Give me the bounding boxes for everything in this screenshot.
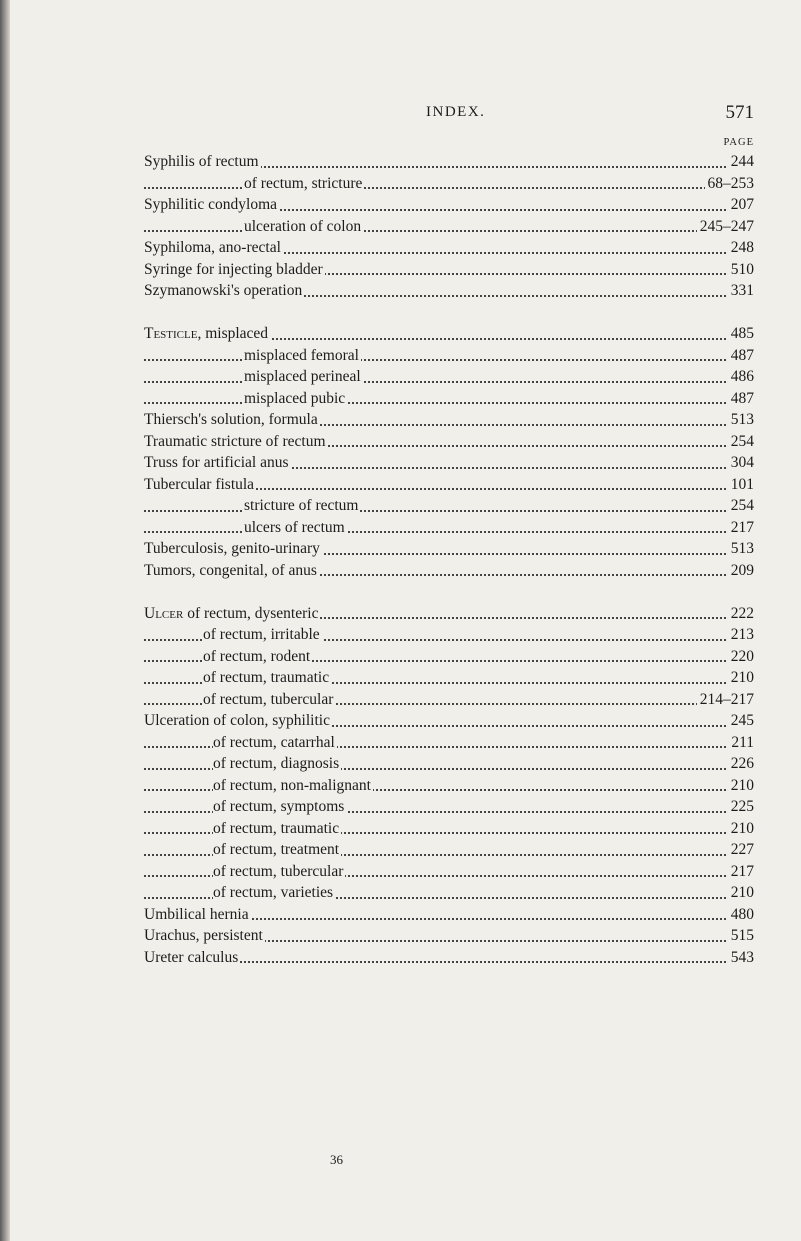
entry-text: of rectum, irritable xyxy=(203,626,320,643)
entry-term xyxy=(144,927,265,944)
index-entry xyxy=(144,474,754,496)
entry-page-ref: 248 xyxy=(728,237,754,259)
index-entry xyxy=(144,904,754,926)
entry-page-ref: 214–217 xyxy=(697,689,754,711)
entry-page-ref: 487 xyxy=(728,388,754,410)
entry-page-ref: 245–247 xyxy=(697,216,754,238)
entry-text: Ureter calculus xyxy=(144,948,239,966)
entry-text: of rectum, tubercular xyxy=(203,690,334,708)
index-entry xyxy=(144,839,754,861)
entry-term xyxy=(244,497,360,514)
entry-page-ref: 515 xyxy=(728,925,754,947)
entry-page-ref: 486 xyxy=(728,366,754,388)
index-entry xyxy=(144,409,754,431)
entry-term xyxy=(144,153,261,170)
index-entry xyxy=(144,216,754,238)
index-entry xyxy=(144,345,754,367)
entry-term xyxy=(213,798,346,815)
index-entry xyxy=(144,667,754,689)
entry-term xyxy=(244,519,347,536)
index-entry xyxy=(144,732,754,754)
entry-term xyxy=(213,841,341,858)
entry-text: of rectum, symptoms xyxy=(213,798,345,815)
entry-term xyxy=(213,755,341,772)
entry-heading-word: Ulcer xyxy=(144,604,184,622)
index-entry xyxy=(144,560,754,582)
entry-page-ref: 210 xyxy=(728,775,754,797)
entry-page-ref: 211 xyxy=(728,732,754,754)
entry-page-ref: 210 xyxy=(728,667,754,689)
entry-text: misplaced xyxy=(201,325,269,342)
entry-text: Syphiloma, ano-rectal xyxy=(144,239,281,256)
index-entry xyxy=(144,753,754,775)
entry-term xyxy=(144,196,279,213)
entry-term xyxy=(244,218,363,235)
entry-term xyxy=(203,626,322,643)
book-spine-shadow xyxy=(0,0,10,1241)
entry-page-ref: 254 xyxy=(728,431,754,453)
entry-heading-word: Testicle, xyxy=(144,325,202,342)
entry-term xyxy=(203,691,335,708)
dot-leader xyxy=(144,230,754,232)
index-entry xyxy=(144,925,754,947)
entry-page-ref: 254 xyxy=(728,495,754,517)
entry-term xyxy=(144,325,270,342)
entry-page-ref: 225 xyxy=(728,796,754,818)
running-head xyxy=(144,104,754,124)
index-entry xyxy=(144,538,754,560)
entry-text: Tuberculosis, genito-urinary xyxy=(144,540,320,557)
entry-text: Syphilitic condyloma xyxy=(144,196,278,213)
entry-text: misplaced femoral xyxy=(244,346,359,364)
entry-page-ref: 304 xyxy=(728,452,754,474)
entry-page-ref: 485 xyxy=(728,323,754,345)
entry-page-ref: 480 xyxy=(728,904,754,926)
entry-term xyxy=(144,562,319,579)
entry-text: ulceration of colon xyxy=(244,217,362,235)
entry-page-ref: 331 xyxy=(728,280,754,302)
entry-page-ref: 210 xyxy=(728,818,754,840)
entry-term xyxy=(144,476,256,493)
running-title: INDEX. xyxy=(426,104,486,120)
entry-text: of rectum, dysenteric xyxy=(183,604,319,622)
entry-text: of rectum, tubercular xyxy=(213,862,344,880)
entry-page-ref: 543 xyxy=(728,947,754,969)
entry-page-ref: 207 xyxy=(728,194,754,216)
entry-text: misplaced pubic xyxy=(244,389,346,407)
index-entry xyxy=(144,689,754,711)
entry-term xyxy=(213,820,341,837)
entry-page-ref: 217 xyxy=(728,517,754,539)
index-entry xyxy=(144,882,754,904)
dot-leader xyxy=(144,359,754,361)
index-entry xyxy=(144,818,754,840)
index-entry xyxy=(144,710,754,732)
entry-text: of rectum, catarrhal xyxy=(213,733,335,751)
entry-page-ref: 487 xyxy=(728,345,754,367)
entry-page-ref: 68–253 xyxy=(705,173,755,195)
entry-text: misplaced perineal xyxy=(244,368,361,385)
entry-text: Truss for artificial anus xyxy=(144,454,289,471)
dot-leader xyxy=(144,531,754,533)
entry-text: of rectum, non-malignant xyxy=(213,776,371,794)
index-entry xyxy=(144,775,754,797)
entry-term xyxy=(213,777,373,794)
entry-text: of rectum, rodent xyxy=(203,647,311,665)
index-entry xyxy=(144,861,754,883)
entry-term xyxy=(244,347,361,364)
entry-text: Traumatic stricture of rectum xyxy=(144,432,326,450)
entry-text: Umbilical hernia xyxy=(144,905,249,923)
entry-page-ref: 226 xyxy=(728,753,754,775)
entry-term xyxy=(144,712,332,729)
entry-term xyxy=(213,734,337,751)
entry-page-ref: 101 xyxy=(728,474,754,496)
entry-text: of rectum, diagnosis xyxy=(213,755,340,772)
entry-page-ref: 510 xyxy=(728,259,754,281)
index-entry xyxy=(144,624,754,646)
dot-leader xyxy=(144,510,754,512)
index-entry xyxy=(144,431,754,453)
index-entry xyxy=(144,280,754,302)
entry-text: of rectum, traumatic xyxy=(213,819,340,837)
entry-page-ref: 227 xyxy=(728,839,754,861)
entry-page-ref: 244 xyxy=(728,151,754,173)
entry-term xyxy=(144,261,325,278)
entry-text: of rectum, traumatic xyxy=(203,669,330,686)
entry-term xyxy=(213,863,345,880)
entry-term xyxy=(144,906,251,923)
entry-term xyxy=(244,390,347,407)
entry-page-ref: 245 xyxy=(728,710,754,732)
index-entry xyxy=(144,259,754,281)
entry-term xyxy=(244,175,364,192)
entry-term xyxy=(144,454,291,471)
index-entry xyxy=(144,194,754,216)
entry-page-ref: 217 xyxy=(728,861,754,883)
entry-term xyxy=(144,540,322,557)
index-entry xyxy=(144,151,754,173)
entry-term xyxy=(144,949,240,966)
index-entry xyxy=(144,603,754,625)
index-entry xyxy=(144,237,754,259)
entry-text: stricture of rectum xyxy=(244,497,359,514)
entry-text: Thiersch's solution, formula xyxy=(144,411,318,428)
index-entry xyxy=(144,947,754,969)
index-entry xyxy=(144,796,754,818)
index-entry xyxy=(144,323,754,345)
index-entry xyxy=(144,495,754,517)
entry-text: Urachus, persistent xyxy=(144,927,263,944)
entry-text: Syringe for injecting bladder xyxy=(144,260,323,278)
entry-term xyxy=(144,239,283,256)
dot-leader xyxy=(144,187,754,189)
dot-leader xyxy=(144,381,754,383)
index-entry xyxy=(144,388,754,410)
entry-term xyxy=(144,433,328,450)
entry-page-ref: 513 xyxy=(728,538,754,560)
entry-term xyxy=(144,411,320,428)
dot-leader xyxy=(144,402,754,404)
entry-page-ref: 513 xyxy=(728,409,754,431)
entry-term xyxy=(213,884,335,901)
page-column-label: PAGE xyxy=(723,137,754,148)
entry-page-ref: 210 xyxy=(728,882,754,904)
entry-text: Tumors, congenital, of anus xyxy=(144,561,317,579)
entry-page-ref: 222 xyxy=(728,603,754,625)
index-entry xyxy=(144,452,754,474)
entry-text: of rectum, treatment xyxy=(213,841,340,858)
entry-term xyxy=(144,605,320,622)
index-entry xyxy=(144,646,754,668)
entry-text: of rectum, varieties xyxy=(213,884,334,901)
entry-text: ulcers of rectum xyxy=(244,518,345,536)
index-entries xyxy=(144,151,754,968)
entry-page-ref: 220 xyxy=(728,646,754,668)
page-number: 571 xyxy=(725,102,754,123)
entry-text: Tubercular fistula xyxy=(144,475,255,493)
entry-page-ref: 209 xyxy=(728,560,754,582)
entry-term xyxy=(144,282,304,299)
entry-term xyxy=(203,669,331,686)
entry-term xyxy=(244,368,363,385)
entry-term xyxy=(203,648,312,665)
index-entry xyxy=(144,517,754,539)
index-entry xyxy=(144,366,754,388)
entry-text: Ulceration of colon, syphilitic xyxy=(144,712,330,729)
entry-page-ref: 213 xyxy=(728,624,754,646)
entry-text: Szymanowski's operation xyxy=(144,282,303,299)
signature-mark: 36 xyxy=(330,1152,343,1167)
entry-text: Syphilis of rectum xyxy=(144,153,259,170)
index-entry xyxy=(144,173,754,195)
entry-text: of rectum, stricture xyxy=(244,174,363,192)
